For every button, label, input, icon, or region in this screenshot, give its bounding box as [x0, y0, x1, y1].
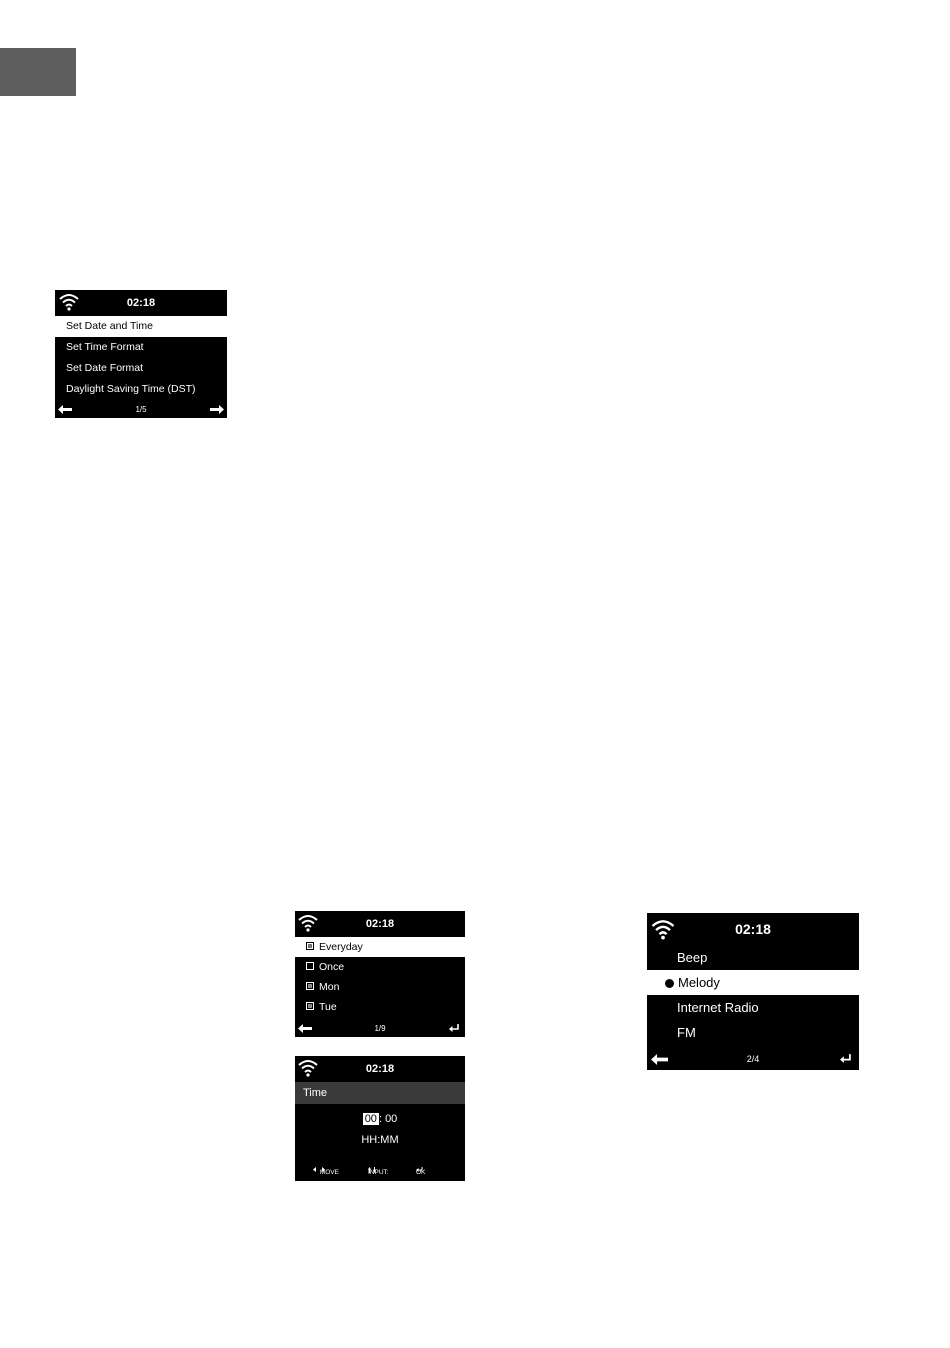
time-format-label: HH:MM: [361, 1134, 399, 1146]
menu-item-dst[interactable]: Daylight Saving Time (DST): [66, 383, 196, 395]
repeat-option-label: Tue: [319, 1001, 337, 1013]
repeat-option-label: Once: [319, 961, 345, 973]
wifi-icon: [298, 914, 318, 932]
repeat-option-label: Mon: [319, 981, 340, 993]
screen-title: Time: [295, 1082, 465, 1104]
menu-item-set-time-format[interactable]: Set Time Format: [66, 341, 144, 353]
radio-selected-icon[interactable]: [665, 979, 674, 988]
wifi-icon: [298, 1059, 318, 1077]
hours-field[interactable]: 00: [364, 1113, 377, 1125]
hint-bar: [295, 1165, 465, 1177]
sound-option-internet-radio[interactable]: Internet Radio: [677, 1000, 759, 1015]
nav-bar: [647, 1049, 859, 1070]
status-bar: [647, 913, 859, 945]
status-bar: [295, 911, 465, 937]
status-bar: [55, 290, 227, 316]
sound-option-beep[interactable]: Beep: [677, 950, 708, 965]
menu-item-set-date-and-time[interactable]: Set Date and Time: [55, 316, 227, 337]
move-hint-label: MOVE: [319, 1169, 339, 1176]
wifi-icon: [59, 293, 79, 311]
sound-option-melody[interactable]: [647, 970, 859, 995]
ok-hint: [416, 1167, 426, 1176]
checkbox-unchecked-icon[interactable]: [306, 962, 314, 970]
page-tab-marker: [0, 48, 76, 96]
date-time-menu-screen: [55, 290, 227, 418]
repeat-option-tue[interactable]: [295, 997, 465, 1017]
repeat-option-once[interactable]: [295, 957, 465, 977]
wifi-icon: [651, 919, 675, 940]
input-hint: [368, 1167, 389, 1176]
page-indicator: 1/5: [135, 405, 147, 414]
sound-option-fm[interactable]: FM: [677, 1025, 696, 1040]
checkbox-checked-icon[interactable]: [306, 1002, 314, 1010]
time-entry-screen: [295, 1056, 465, 1181]
nav-bar: [55, 401, 227, 418]
input-hint-label: INPUT:: [368, 1169, 389, 1176]
move-hint: [313, 1167, 339, 1176]
status-bar: [295, 1056, 465, 1082]
checkbox-checked-icon[interactable]: [306, 942, 314, 950]
alarm-sound-screen: [647, 913, 859, 1070]
minutes-field[interactable]: 00: [385, 1113, 398, 1125]
menu-item-set-date-format[interactable]: Set Date Format: [66, 362, 144, 374]
enter-icon[interactable]: [840, 1054, 851, 1063]
arrow-left-icon: [313, 1167, 318, 1172]
alarm-repeat-screen: [295, 911, 465, 1037]
time-separator: :: [378, 1113, 382, 1125]
arrow-right-icon[interactable]: [210, 405, 224, 414]
nav-bar: [295, 1020, 465, 1037]
page-indicator: 2/4: [746, 1054, 760, 1064]
time-input[interactable]: [295, 1113, 465, 1125]
enter-icon[interactable]: [449, 1024, 459, 1032]
clock: 02:18: [735, 921, 771, 937]
ok-hint-label: OK: [416, 1169, 426, 1176]
clock: 02:18: [365, 1063, 395, 1075]
clock: 02:18: [126, 297, 156, 309]
repeat-option-mon[interactable]: [295, 977, 465, 997]
sound-option-label: Melody: [678, 975, 720, 990]
clock: 02:18: [365, 918, 395, 930]
checkbox-checked-icon[interactable]: [306, 982, 314, 990]
repeat-option-everyday[interactable]: [295, 937, 465, 957]
repeat-option-label: Everyday: [319, 941, 363, 953]
page-indicator: 1/9: [374, 1024, 386, 1033]
